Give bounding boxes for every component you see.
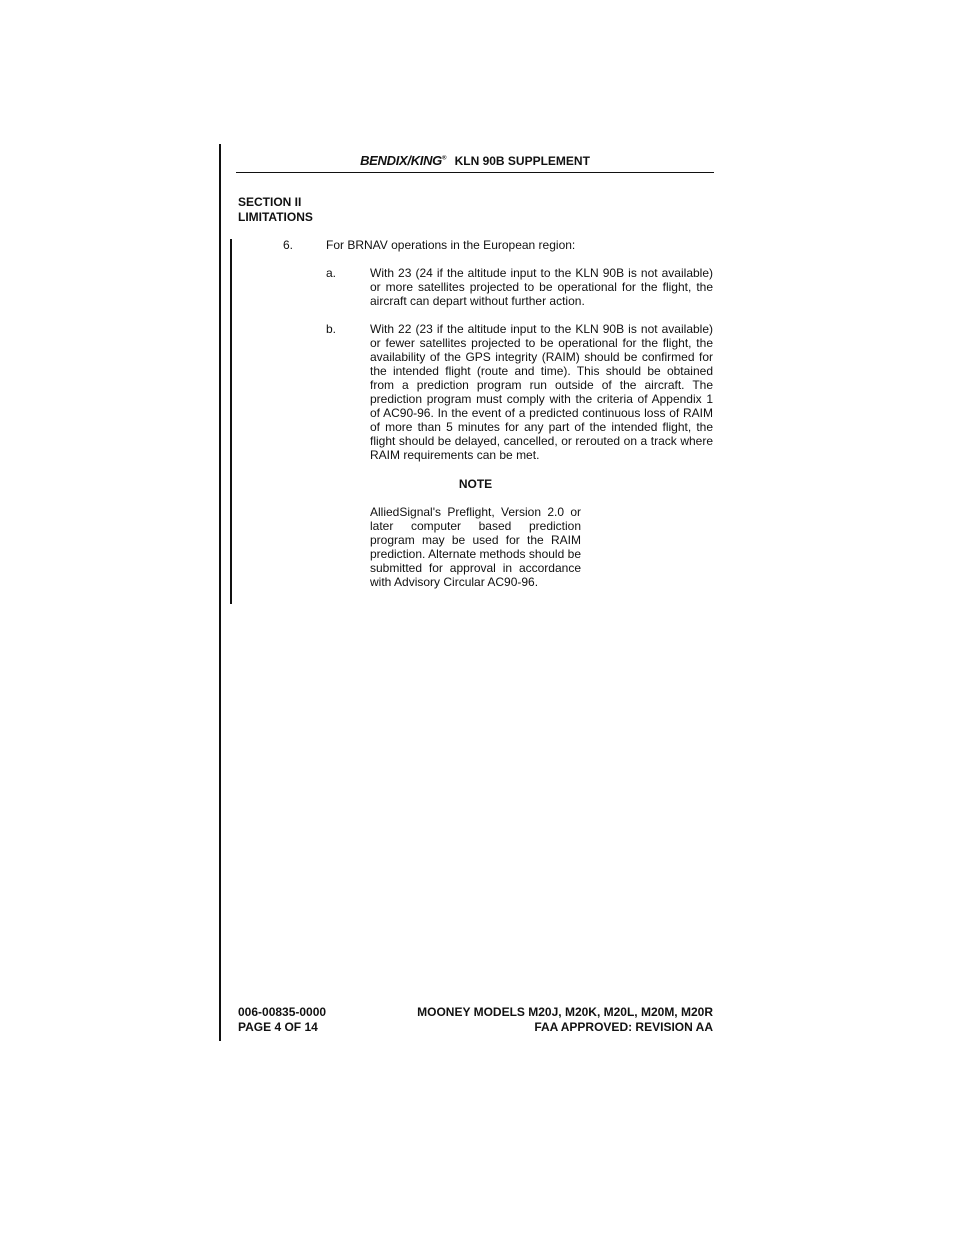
aircraft-models: MOONEY MODELS M20J, M20K, M20L, M20M, M20R xyxy=(417,1005,713,1019)
item-text: For BRNAV operations in the European region: xyxy=(326,238,576,252)
page-footer-right xyxy=(380,1005,713,1035)
brand-logo: BENDIX/KING® xyxy=(360,153,447,168)
binding-rule xyxy=(219,144,221,1041)
section-name: LIMITATIONS xyxy=(238,210,313,224)
header-title: KLN 90B SUPPLEMENT xyxy=(454,154,590,168)
item-number: 6. xyxy=(283,238,294,252)
page-footer-left xyxy=(238,1005,326,1035)
subitem-text: With 23 (24 if the altitude input to the KLN 90B is not available) or more satellites projected to be operational for the flight, the aircraft can depart without further action. xyxy=(370,266,713,308)
section-heading xyxy=(238,195,313,225)
note-text: AlliedSignal's Preflight, Version 2.0 or later computer based prediction program may be used for the RAIM prediction. Alternate methods should be submitted for approval in accordance with Advisory Circular AC90-96. xyxy=(370,505,581,589)
subitem-text: With 22 (23 if the altitude input to the KLN 90B is not available) or fewer satellites projected to be operational for the flight, the availability of the GPS integrity (RAIM) should be confirmed for the intended flight (route and time). This should be obtained from a prediction program run outside of the aircraft. The prediction program must comply with the criteria of Appendix 1 of AC90-96. In the event of a predicted continuous loss of RAIM of more than 5 minutes for any part of the intended flight, the flight should be delayed, cancelled, or rerouted on a track where RAIM requirements can be met. xyxy=(370,322,713,462)
page-number: PAGE 4 OF 14 xyxy=(238,1020,318,1034)
page-header xyxy=(236,152,714,173)
doc-number: 006-00835-0000 xyxy=(238,1005,327,1019)
revision-change-bar xyxy=(230,239,232,604)
subitem-letter: a. xyxy=(326,266,337,280)
section-number: SECTION II xyxy=(238,195,302,209)
note-title: NOTE xyxy=(458,477,493,491)
subitem-letter: b. xyxy=(326,322,337,336)
approval-status: FAA APPROVED: REVISION AA xyxy=(534,1020,713,1034)
